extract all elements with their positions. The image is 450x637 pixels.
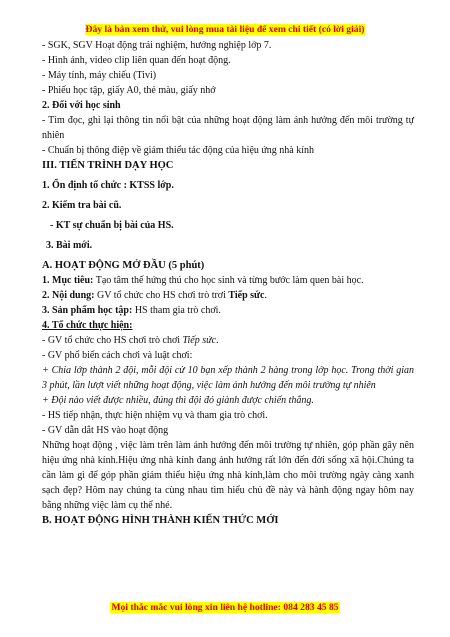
step-heading: 1. Ổn định tổ chức : KTSS lớp. bbox=[42, 180, 174, 191]
step-heading: 3. Bài mới. bbox=[46, 240, 93, 251]
organization-label: 4. Tổ chức thực hiện: bbox=[42, 320, 133, 331]
content-line bbox=[42, 288, 414, 303]
hotline-text: Mọi thắc mắc vui lòng xin liên hệ hotline: 084 283 45 85 bbox=[111, 602, 339, 613]
product-label: 3. Sản phẩm học tập: bbox=[42, 305, 133, 316]
step-heading: 2. Kiểm tra bài cũ. bbox=[42, 200, 122, 211]
part-a-heading: A. HOẠT ĐỘNG MỞ ĐẦU (5 phút) bbox=[42, 260, 205, 271]
goal-text: Tạo tâm thế hứng thú cho học sinh và từng bước làm quen bài học. bbox=[93, 275, 364, 286]
product-line bbox=[42, 303, 414, 318]
content-text: GV tổ chức cho HS chơi trò trơi bbox=[94, 290, 229, 301]
student-task-line: - HS tiếp nhận, thực hiện nhiệm vụ và tham gia trò chơi. bbox=[42, 410, 268, 421]
preview-notice-text: Đây là bản xem thử, vui lòng mua tài liệu để xem chi tiết (có lời giải) bbox=[85, 24, 365, 35]
part-b-heading: B. HOẠT ĐỘNG HÌNH THÀNH KIẾN THỨC MỚI bbox=[42, 515, 279, 526]
content-emphasis: Tiếp sức bbox=[228, 290, 265, 301]
organization-heading bbox=[42, 318, 414, 333]
students-item: - Tìm đọc, ghi lại thông tin nổi bật của những hoạt động làm ảnh hưởng đến môi trường tự nhiên bbox=[42, 115, 414, 141]
organization-text: - GV tổ chức cho HS chơi trò chơi bbox=[42, 335, 183, 346]
hotline-banner bbox=[0, 602, 450, 613]
students-item: - Chuẩn bị thông điệp về giảm thiểu tác động của hiệu ứng nhà kính bbox=[42, 145, 315, 156]
organization-emphasis: Tiếp sức bbox=[182, 335, 217, 346]
teacher-lead-line: - GV dẫn dắt HS vào hoạt động bbox=[42, 425, 169, 436]
step-detail: - KT sự chuẩn bị bài của HS. bbox=[50, 220, 174, 231]
content-end: . bbox=[264, 290, 267, 301]
materials-item: - Hình ảnh, video clip liên quan đến hoạt động. bbox=[42, 55, 231, 66]
materials-item: - SGK, SGV Hoạt động trải nghiệm, hướng nghiệp lớp 7. bbox=[42, 40, 272, 51]
materials-item: - Phiếu học tập, giấy A0, thẻ màu, giấy nhớ bbox=[42, 85, 216, 96]
rules-intro: - GV phổ biến cách chơi và luật chơi: bbox=[42, 350, 193, 361]
organization-end: . bbox=[216, 335, 219, 346]
materials-item: - Máy tính, máy chiếu (Tivi) bbox=[42, 70, 157, 81]
content-label: 2. Nội dung: bbox=[42, 290, 95, 301]
section-heading: III. TIẾN TRÌNH DẠY HỌC bbox=[42, 160, 174, 171]
game-rule: + Chia lớp thành 2 đội, mỗi đội cử 10 bạn xếp thành 2 hàng trong lớp học. Trong thời gian 3 phút, lần lượt viết những hoạt động, việc làm ảnh hưởng đến môi trường tự nhiên bbox=[42, 365, 414, 391]
organization-line bbox=[42, 333, 414, 348]
intro-paragraph: Những hoạt động , việc làm trên làm ảnh hưởng đến môi trường tự nhiên, góp phần gây nên hiệu ứng nhà kính.Hiệu ứng nhà kính đang ảnh hưởng rất lớn đến đời sống xã hội.Chúng ta cần làm gì để góp phần giảm thiểu hiệu ứng nhà kính,làm cho môi trường ngày càng xanh sạch đẹp? Hôm nay chúng ta cùng nhau tìm hiểu chủ đề này và hành động ngay hôm nay bằng những việc làm cụ thể nhé. bbox=[42, 440, 414, 511]
goal-line bbox=[42, 273, 414, 288]
preview-notice-banner bbox=[0, 24, 450, 35]
students-heading: 2. Đối với học sinh bbox=[42, 100, 121, 111]
product-text: HS tham gia trò chơi. bbox=[132, 305, 221, 316]
document-body bbox=[42, 38, 414, 528]
goal-label: 1. Mục tiêu: bbox=[42, 275, 94, 286]
game-rule: + Đội nào viết được nhiều, đúng thì đội đó giành được chiến thắng. bbox=[42, 395, 314, 406]
